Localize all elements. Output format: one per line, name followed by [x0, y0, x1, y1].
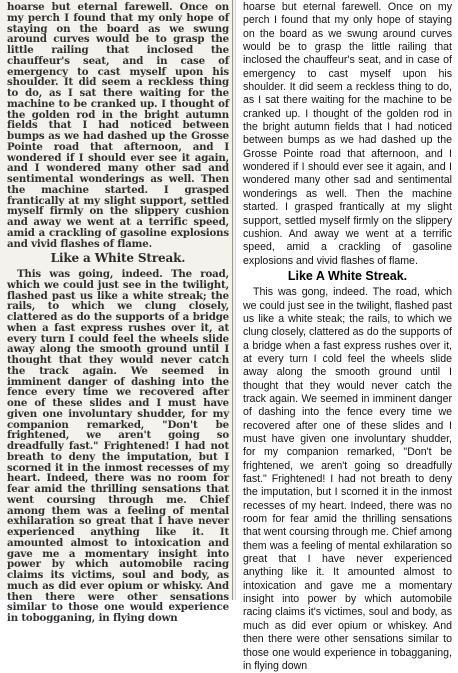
- scan-paragraph-1: hoarse but eternal farewell. Once on my perch I found that my only hope of staying on the board as we swung around curves would be to grasp the little railing that inclosed the chauffeur's seat, and in case of emergency to cast myself upon his shoulder. It did seem a reckless thing to do, as I sat there waiting for the machine to be cranked up. I thought of the golden rod in the bright autumn fields that I had noticed between bumps as we had dashed up the Grosse Pointe road that afternoon, and I wondered if I should ever see it again, and I wondered many other sad and sentimental wonderings as well. Then the machine started. I grasped frantically at my slight support, settled myself firmly on the slippery cushion and away we went at a terrific speed, amid a crackling of gasoline explosions and vivid flashes of flame.: [7, 1, 229, 250]
- transcription-paragraph-2: This was gong, indeed. The road, which we could just see in the twilight, flashed past us like a white steak; the rails, to which we clung closely, clattered as do the supports of a bridge when a fast express rushes over it, at every turn I cold feel the wheels slide away along the smooth ground until I thought that they would never catch the track again. We seemed in imminent danger of dashing into the fence every time we recovered after one of these slides and I must have given one involuntary shudder, for my companion remarked, "Don't be frightened, we aren't going so dreadfully fast." Frightened! I had not breath to deny the imputation, but I scorned it in the inmost recesses of my heart. Indeed, there was no room for fear amid the thrilling sensations that went coursing through me. Chief among them was a feeling of mental exhilaration so great that I have never experienced anything like it. It amounted almost to intoxication and gave me a momentary insight into power by which automobile racing claims it's victimes, soul and body, as much as did ever opium or whiskey. And then there were other sensations similar to those one would experience in tobagganing, in flying down: [243, 286, 452, 672]
- transcription-column: [236, 0, 458, 672]
- transcription-section-heading: Like A White Streak.: [287, 268, 408, 283]
- column-divider: [232, 0, 233, 600]
- scan-paragraph-2: This was going, indeed. The road, which we could just see in the twilight, flashed past us like a white streak; the rails, to which we clung closely, clattered as do the supports of a bridge when a fast express rushes over it, at every turn I could feel the wheels slide away along the smooth ground until I thought that they would never catch the track again. We seemed in imminent danger of dashing into the fence every time we recovered after one of these slides and I must have given one involuntary shudder, for my companion remarked, "Don't be frightened, we aren't going so dreadfully fast." Frightened! I had not breath to deny the imputation, but I scorned it in the inmost recesses of my heart. Indeed, there was no room for fear amid the thrilling sensations that went coursing through me. Chief among them was a feeling of mental exhilaration so great that I have never experienced anything like it. It amounted almost to intoxication and gave me a momentary insight into power by which automobile racing claims its victims, soul and body, as much as did ever opium or whisky. And then there were other sensations similar to those one would experience in tobogganing, in flying down: [7, 268, 229, 624]
- transcription-text-block: [243, 1, 452, 673]
- transcription-paragraph-1: hoarse but eternal farewell. Once on my perch I found that my only hope of staying on the board as we swung around curves would be to grasp the little railing that inclosed the chauffeur's seat, and in case of emergency to cast myself upon his shoulder. It did seem a reckless thing to do, as I sat there waiting for the machine to be cranked up. I thought of the golden rod in the bright autumn fields that I had noticed between bumps as we had dashed up the Grosse Pointe road that afternoon, and I wondered if I should ever see it again, and I wondered many other sad and sentimental wonderings as well. Then the machine started. I grasped frantically at my slight support, settled myself firmly on the slippery cushion. And away we went at a terrific speed, amid a crackling of gasoline explosions and vivid flashes of flame.: [243, 1, 452, 267]
- newspaper-scan-column: [0, 0, 236, 624]
- scan-text-block: [7, 2, 229, 624]
- scan-section-heading: Like a White Streak.: [50, 251, 186, 266]
